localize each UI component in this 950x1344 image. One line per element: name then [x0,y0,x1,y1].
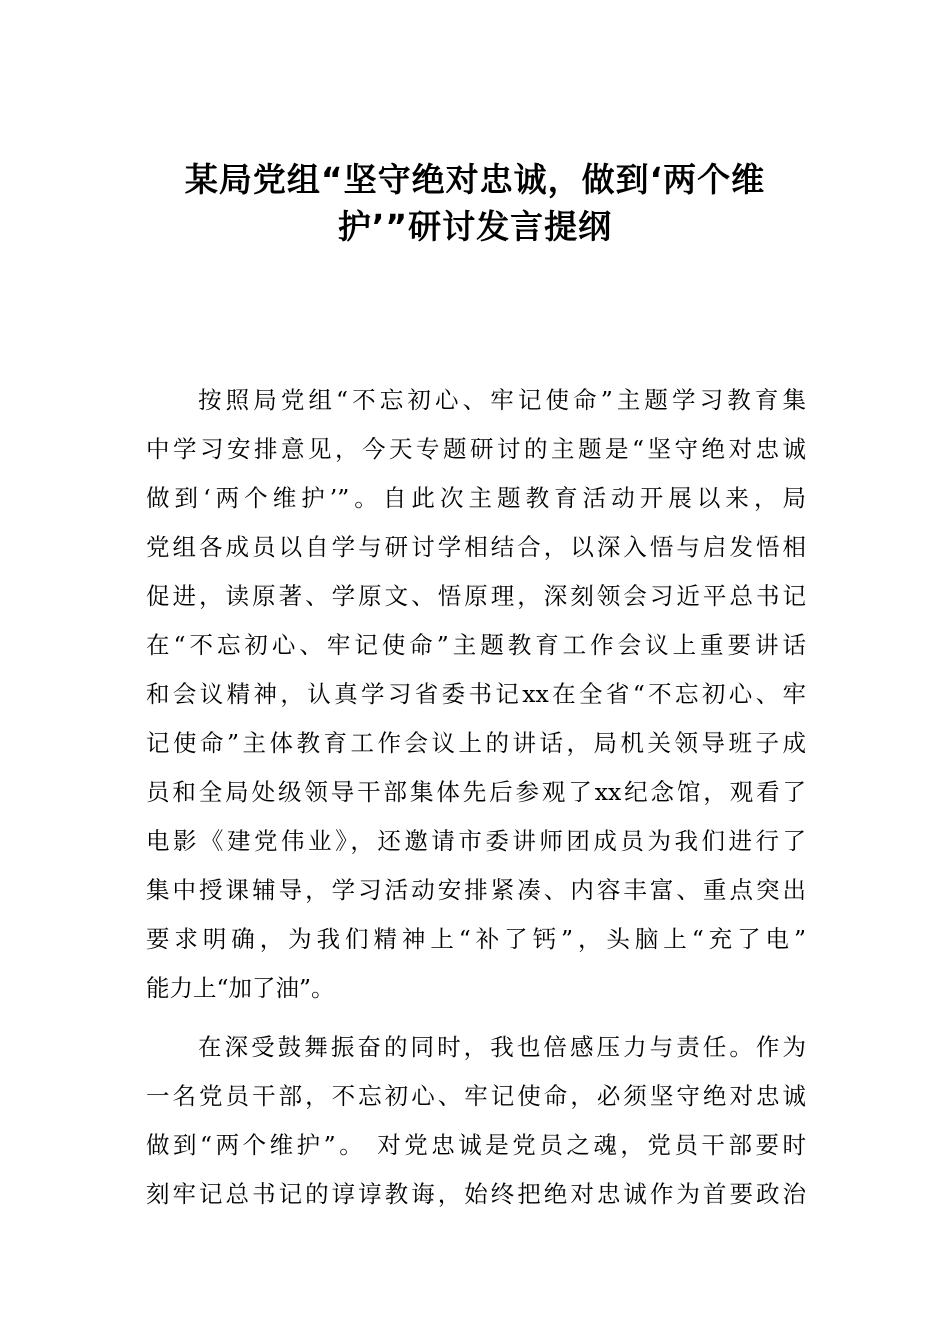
paragraph-line: 集中授课辅导，学习活动安排紧凑、内容丰富、重点突出 [146,876,806,904]
paragraph-line: 中学习安排意见，今天专题研讨的主题是“坚守绝对忠诚 [146,435,806,463]
paragraph-line: 按照局党组“不忘初心、牢记使命”主题学习教育集 [198,386,806,414]
paragraph-line: 能力上“加了油”。 [146,974,335,1002]
paragraph-line: 电影《建党伟业》，还邀请市委讲师团成员为我们进行了 [146,827,806,855]
document-title-line-1: 某局党组“坚守绝对忠诚，做到‘两个维 [184,160,766,199]
paragraph-line: 促进，读原著、学原文、悟原理，深刻领会习近平总书记 [146,582,806,610]
paragraph-line: 刻牢记总书记的谆谆教诲，始终把绝对忠诚作为首要政治 [146,1180,806,1208]
paragraph-line: 党组各成员以自学与研讨学相结合，以深入悟与启发悟相 [146,533,806,561]
paragraph-line: 要求明确，为我们精神上“补了钙”，头脑上“充了电” [146,925,806,953]
paragraph-line: 一名党员干部，不忘初心、牢记使命，必须坚守绝对忠诚 [146,1082,806,1110]
paragraph-line: 做到“两个维护”。 对党忠诚是党员之魂，党员干部要时 [146,1131,806,1159]
paragraph-line: 员和全局处级领导干部集体先后参观了xx纪念馆，观看了 [146,778,806,806]
paragraph-line: 在“不忘初心、牢记使命”主题教育工作会议上重要讲话 [146,631,806,659]
paragraph-line: 记使命”主体教育工作会议上的讲话，局机关领导班子成 [146,729,806,757]
paragraph-line: 在深受鼓舞振奋的同时，我也倍感压力与责任。作为 [198,1033,806,1061]
paragraph-line: 和会议精神，认真学习省委书记xx在全省“不忘初心、牢 [146,680,806,708]
document-title-line-2: 护’”研讨发言提纲 [337,207,613,246]
paragraph-line: 做到‘两个维护’”。自此次主题教育活动开展以来，局 [146,484,806,512]
